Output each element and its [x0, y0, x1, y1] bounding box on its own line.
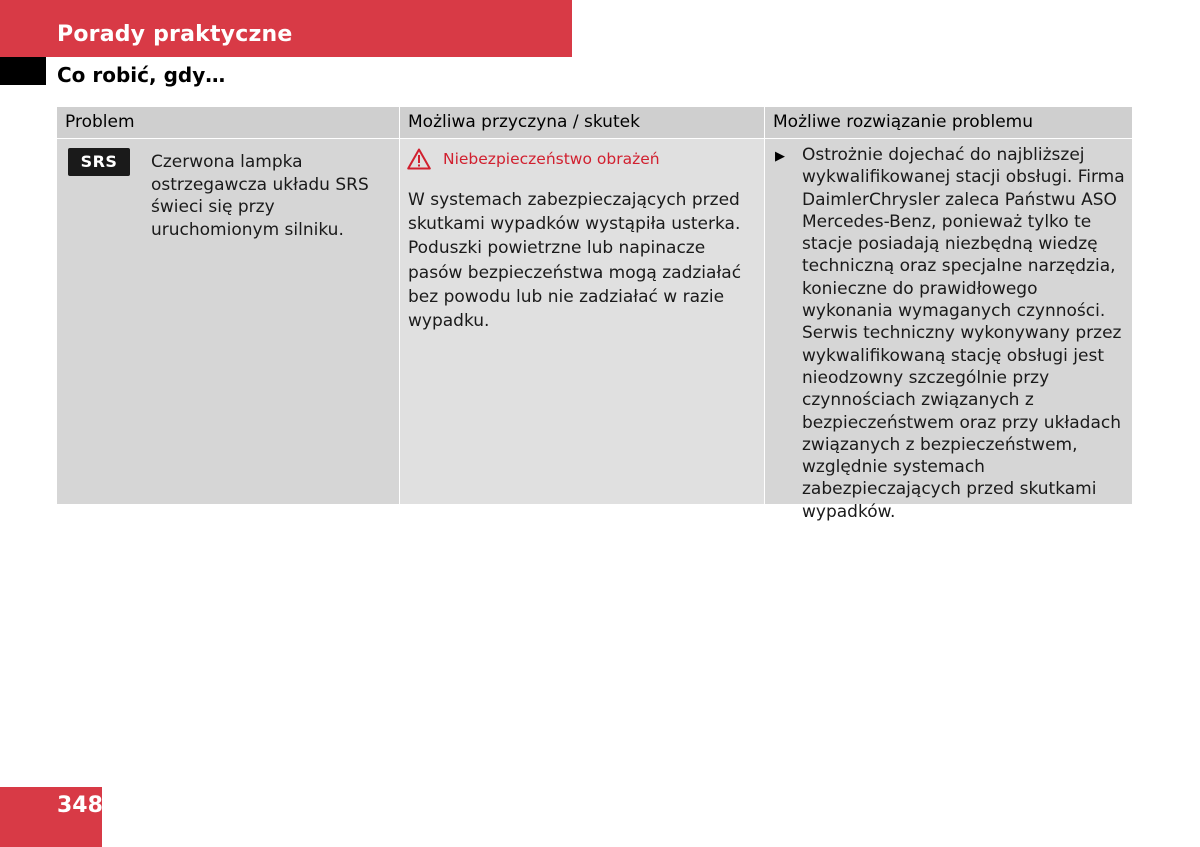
page-subtitle: Co robić, gdy…	[57, 63, 226, 87]
cause-description: W systemach zabezpieczających przed skutkami wypadków wystąpiła usterka. Poduszki powietrzne lub napinacze pasów bezpieczeństwa mogą zadziałać bez powodu lub nie zadziałać w razie wypadku.	[408, 190, 742, 332]
column-header-cause: Możliwa przyczyna / skutek	[400, 107, 764, 138]
troubleshooting-table	[57, 107, 1132, 522]
section-title: Porady praktyczne	[57, 22, 293, 47]
solution-description: Ostrożnie dojechać do najbliższej wykwalifikowanej stacji obsługi. Firma DaimlerChrysler zaleca Państwu ASO Mercedes-Benz, ponieważ tylko te stacje posiadają niezbędną wiedzę techniczną oraz specjalne narzędzia, konieczne do prawidłowego wykonania wymaganych czynności. Serwis techniczny wykonywany przez wykwalifikowaną stację obsługi jest nieodzowny szczególnie przy czynnościach związanych z bezpieczeństwem oraz przy układach związanych z bezpieczeństwem, względnie systemach zabezpieczających przed skutkami wypadków.	[802, 145, 1125, 522]
subtitle-marker	[0, 57, 46, 85]
srs-indicator-icon: SRS	[68, 148, 130, 176]
problem-description: Czerwona lampka ostrzegawcza układu SRS świeci się przy uruchomionym silniku.	[151, 152, 369, 240]
triangle-bullet-icon: ▶	[775, 149, 785, 164]
warning-triangle-icon	[407, 148, 431, 170]
warning-label: Niebezpieczeństwo obrażeń	[443, 150, 660, 168]
column-header-solution: Możliwe rozwiązanie problemu	[765, 107, 1132, 138]
solution-cell	[765, 139, 1132, 522]
column-header-problem: Problem	[57, 107, 399, 138]
warning-row	[407, 148, 660, 170]
cause-cell	[400, 139, 764, 504]
page-number: 348	[57, 793, 103, 818]
problem-cell	[57, 139, 399, 504]
